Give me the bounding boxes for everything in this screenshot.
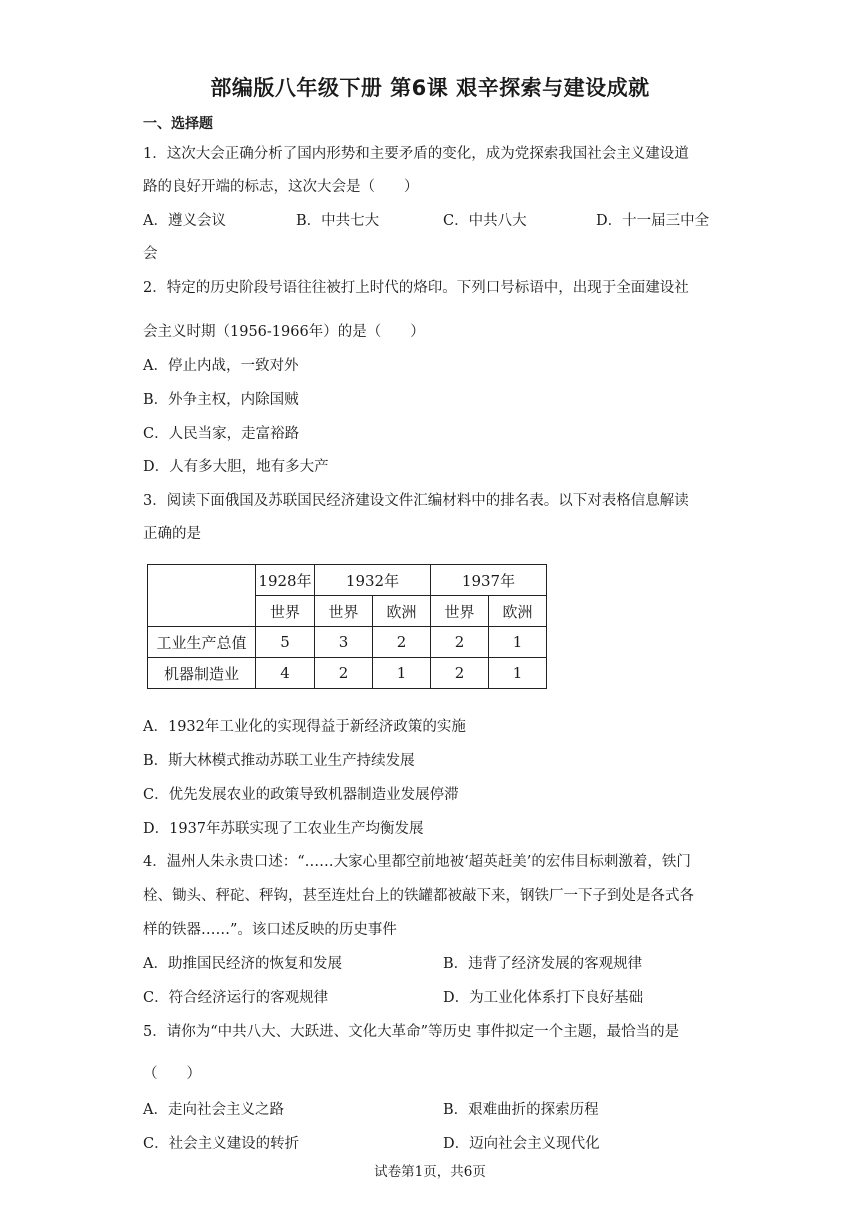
question-2-option-b: B．外争主权，内除国贼 [143,392,299,408]
question-5-option-c: C．社会主义建设的转折 [143,1136,300,1152]
page-title: 部编版八年级下册 第6课 艰辛探索与建设成就 [210,76,650,100]
table-year-header: 1932年 [315,565,431,596]
question-4-option-d: D．为工业化体系打下良好基础 [443,990,644,1006]
question-2-stem: 2．特定的历史阶段号语往往被打上时代的烙印。下列口号标语中，出现于全面建设社 [143,280,689,296]
question-1-stem-cont: 路的良好开端的标志，这次大会是（ ） [143,179,419,195]
table-row-label: 工业生产总值 [148,627,256,658]
ranking-table [147,564,547,689]
table-cell: 2 [315,658,373,689]
question-1-option-b: B．中共七大 [296,213,380,229]
table-row [148,627,547,658]
table-row [148,658,547,689]
question-2-option-d: D．人有多大胆，地有多大产 [143,459,329,475]
question-1-option-a: A．遵义会议 [143,213,226,229]
question-5-option-a: A．走向社会主义之路 [143,1102,284,1118]
table-cell: 2 [373,627,431,658]
table-cell: 2 [431,627,489,658]
table-subheader: 世界 [315,596,373,627]
table-subheader: 欧洲 [489,596,547,627]
question-2-option-a: A．停止内战，一致对外 [143,358,299,374]
question-4-stem: 4．温州人朱永贵口述：“……大家心里都空前地被‘超英赶美’的宏伟目标刺激着，铁门 [143,854,691,870]
question-2-option-c: C．人民当家，走富裕路 [143,426,300,442]
table-cell: 5 [256,627,315,658]
table-cell: 1 [489,627,547,658]
table-year-header: 1928年 [256,565,315,596]
question-3-stem: 3．阅读下面俄国及苏联国民经济建设文件汇编材料中的排名表。以下对表格信息解读 [143,493,689,509]
question-5-stem: 5．请你为“中共八大、大跃进、文化大革命”等历史 事件拟定一个主题，最恰当的是 [143,1024,680,1040]
question-4-stem-cont: 栓、锄头、秤砣、秤钩，甚至连灶台上的铁罐都被敲下来，钢铁厂一下子到处是各式各 [143,888,694,904]
question-3-option-b: B．斯大林模式推动苏联工业生产持续发展 [143,753,415,769]
table-cell: 2 [431,658,489,689]
table-cell: 3 [315,627,373,658]
question-4-option-a: A．助推国民经济的恢复和发展 [143,956,342,972]
question-5-stem-cont: （ ） [143,1066,201,1082]
table-row-label: 机器制造业 [148,658,256,689]
question-3-option-c: C．优先发展农业的政策导致机器制造业发展停滞 [143,787,459,803]
question-1-option-d-cont: 会 [143,246,158,262]
table-year-header: 1937年 [431,565,547,596]
table-cell: 4 [256,658,315,689]
question-3-option-a: A．1932年工业化的实现得益于新经济政策的实施 [143,719,466,735]
question-2-stem-cont: 会主义时期（1956-1966年）的是（ ） [143,324,425,340]
question-4-stem-cont: 样的铁器……”。该口述反映的历史事件 [143,922,397,938]
table-subheader: 世界 [256,596,315,627]
page-footer: 试卷第1页，共6页 [374,1164,486,1180]
question-1-stem: 1．这次大会正确分析了国内形势和主要矛盾的变化，成为党探索我国社会主义建设道 [143,146,689,162]
question-4-option-c: C．符合经济运行的客观规律 [143,990,329,1006]
table-subheader: 欧洲 [373,596,431,627]
table-corner-cell [148,565,256,627]
table-cell: 1 [373,658,431,689]
question-3-stem-cont: 正确的是 [143,526,201,542]
question-4-option-b: B．违背了经济发展的客观规律 [443,956,643,972]
table-cell: 1 [489,658,547,689]
section-heading: 一、选择题 [143,116,213,132]
table-subheader: 世界 [431,596,489,627]
question-3-option-d: D．1937年苏联实现了工农业生产均衡发展 [143,821,424,837]
question-5-option-d: D．迈向社会主义现代化 [443,1136,600,1152]
question-1-option-c: C．中共八大 [443,213,527,229]
question-5-option-b: B．艰难曲折的探索历程 [443,1102,599,1118]
question-1-option-d: D．十一届三中全 [596,213,710,229]
